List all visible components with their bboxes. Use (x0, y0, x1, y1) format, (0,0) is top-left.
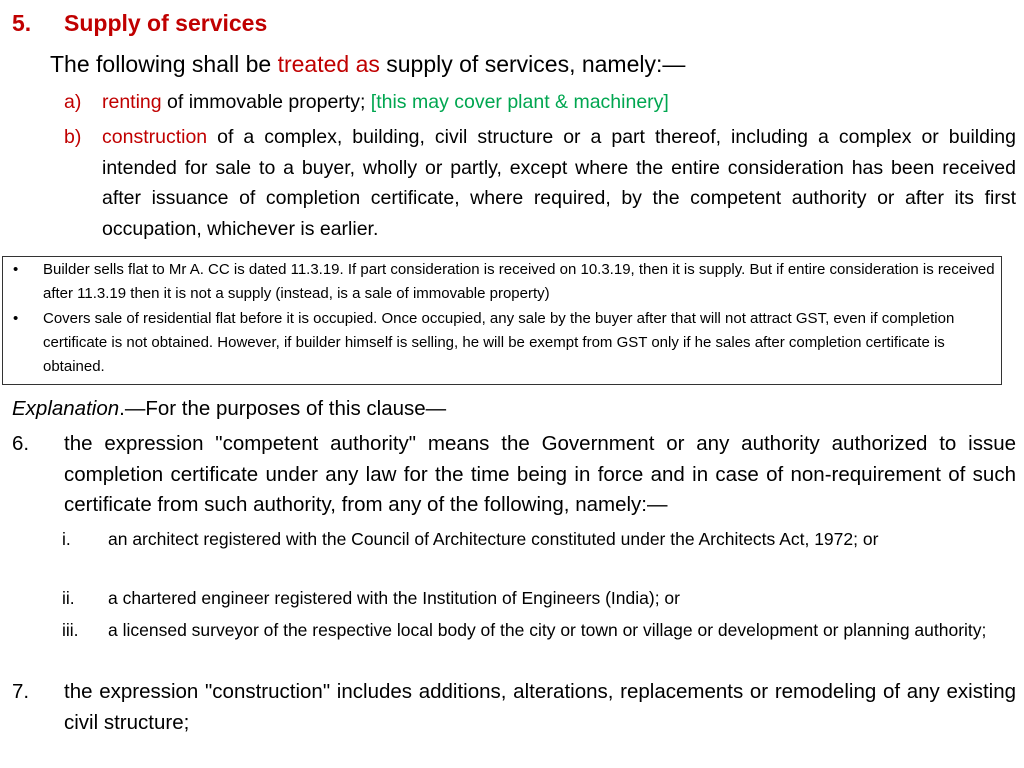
paragraph-7 (12, 677, 1016, 738)
intro-highlight: treated as (277, 51, 380, 77)
item-a-label: a) (64, 91, 82, 113)
subitem-text: a licensed surveyor of the respective local body of the city or town or village or development or planning authority; (108, 620, 987, 640)
note-list (3, 257, 1001, 379)
intro-text-post: supply of services, namely:— (379, 51, 686, 77)
subitem-text: an architect registered with the Council of Architecture constituted under the Architects Act, 1972; or (108, 529, 879, 549)
subitem-text: a chartered engineer registered with the Institution of Engineers (India); or (108, 588, 680, 608)
note-text: Covers sale of residential flat before it is occupied. Once occupied, any sale by the buyer after that will not attract GST, even if completion certificate is not obtained. However, if builder himself is selling, he will be exempt from GST only if he sales after completion certificate is obtained. (43, 310, 955, 375)
subitem-iii (62, 617, 1016, 644)
item-b-keyword: construction (102, 126, 208, 148)
explanation-italic: Explanation (12, 397, 120, 420)
item-a-note: [this may cover plant & machinery] (370, 91, 669, 113)
note-bullet (3, 306, 1001, 379)
item-a-keyword: renting (102, 91, 162, 113)
paragraph-6-text: the expression "competent authority" means the Government or any authority authorized to issue completion certificate under any law for the time being in force and in case of non-requirement of such certificate from such authority, from any of the following, namely:— (64, 432, 1016, 516)
explanation-line (12, 394, 446, 424)
paragraph-7-text: the expression "construction" includes additions, alterations, replacements or remodeling of any existing civil structure; (64, 680, 1016, 734)
subitem-label: ii. (62, 588, 75, 608)
explanation-text: .—For the purposes of this clause— (119, 397, 447, 420)
bullet-icon: • (13, 310, 19, 327)
item-a-text: of immovable property; (161, 91, 371, 113)
note-text: Builder sells flat to Mr A. CC is dated 11.3.19. If part consideration is received on 10.3.19, then it is supply. But if entire consideration is received after 11.3.19 then it is not a supply (instead, is a sale of immovable property) (43, 261, 995, 302)
item-b-text: of a complex, building, civil structure or a part thereof, including a complex or building intended for sale to a buyer, wholly or partly, except where the entire consideration has been received after issuance of completion certificate, where required, by the competent authority or after its first occupation, whichever is earlier. (102, 126, 1016, 240)
intro-line (50, 49, 685, 79)
subitem-ii (62, 585, 1016, 612)
bullet-icon: • (13, 261, 19, 278)
item-b-label: b) (64, 126, 82, 148)
paragraph-7-number: 7. (12, 680, 30, 703)
section-title: Supply of services (64, 10, 268, 36)
subitem-label: i. (62, 529, 71, 549)
paragraph-6 (12, 429, 1016, 521)
section-heading (12, 8, 267, 38)
list-item-b (64, 122, 1016, 244)
note-box (2, 256, 1002, 385)
intro-text-pre: The following shall be (50, 51, 278, 77)
subitem-label: iii. (62, 620, 79, 640)
paragraph-6-number: 6. (12, 432, 30, 455)
subitem-i (62, 526, 1016, 553)
note-bullet (3, 257, 1001, 306)
list-item-a (64, 87, 1016, 118)
section-number: 5. (12, 10, 32, 36)
